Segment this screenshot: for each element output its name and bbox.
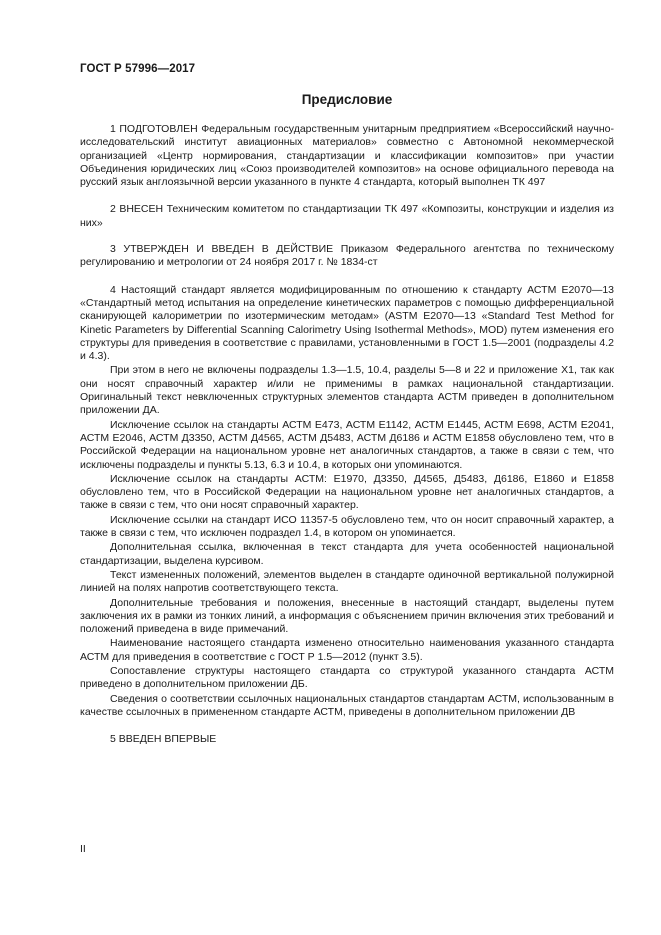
paragraph-excluded-refs-1: Исключение ссылок на стандарты АСТМ Е473, АСТМ Е1142, АСТМ Е1445, АСТМ Е698, АСТМ Е2041, АСТМ Е2046, АСТМ Д3350, АСТМ Д4565, АСТМ Д5483, АСТМ Д6186 и АСТМ Е1858 обусловлено тем, что в Российской Федерации на национальном уровне нет аналогичных стандартов, а также в связи с тем, что исключены подразделы и пункты 5.13, 6.3 и 10.4, в которых они упоминаются. — [80, 418, 614, 471]
paragraph-excluded-sections: При этом в него не включены подразделы 1.3—1.5, 10.4, разделы 5—8 и 22 и приложение X1, так как они носят справочный характер и/или не применимы в рамках национальной стандартизации. Оригинальный текст невключенных структурных элементов стандарта АСТМ приведен в дополнительном приложении ДА. — [80, 364, 614, 417]
paragraph-item-2: 2 ВНЕСЕН Техническим комитетом по стандартизации ТК 497 «Композиты, конструкции и изделия из них» — [80, 203, 614, 229]
paragraph-additional-requirements: Дополнительные требования и положения, внесенные в настоящий стандарт, выделены путем заключения их в рамки из тонких линий, а информация с объяснением причин включения этих требований и положений приведена в виде примечаний. — [80, 596, 614, 636]
paragraph-item-1: 1 ПОДГОТОВЛЕН Федеральным государственным унитарным предприятием «Всероссийский научно-исследовательский институт авиационных материалов» совместно с Автономной некоммерческой организацией «Центр нормирования, стандартизации и классификации композитов» при участии Объединения юридических лиц «Союз производителей композитов» на основе официального перевода на русский язык англоязычной версии указанного в пункте 4 стандарта, который выполнен ТК 497 — [80, 123, 614, 189]
paragraph-title-change: Наименование настоящего стандарта изменено относительно наименования указанного стандарта АСТМ для приведения в соответствие с ГОСТ Р 1.5—2012 (пункт 3.5). — [80, 637, 614, 663]
standard-code-header: ГОСТ Р 57996—2017 — [80, 63, 196, 75]
paragraph-additional-ref: Дополнительная ссылка, включенная в текст стандарта для учета особенностей национальной стандартизации, выделена курсивом. — [80, 541, 614, 567]
page-number: II — [80, 843, 86, 855]
paragraph-excluded-iso: Исключение ссылки на стандарт ИСО 11357-5 обусловлено тем, что он носит справочный характер, а также в связи с тем, что исключен подраздел 1.4, в котором он упоминается. — [80, 513, 614, 540]
paragraph-item-3: 3 УТВЕРЖДЕН И ВВЕДЕН В ДЕЙСТВИЕ Приказом Федерального агентства по техническому регулированию и метрологии от 24 ноября 2017 г. № 1834-ст — [80, 243, 614, 269]
paragraph-item-4: 4 Настоящий стандарт является модифицированным по отношению к стандарту АСТМ Е2070—13 «Стандартный метод испытания на определение кинетических параметров с помощью дифференциальной сканирующей калориметрии по изотермическим методам» (ASTM E2070—13 «Standard Test Method for Kinetic Parameters by Differential Scanning Calorimetry Using Isothermal Methods», MOD) путем изменения его структуры для приведения в соответствие с правилами, установленными в ГОСТ 1.5—2001 (подразделы 4.2 и 4.3). — [80, 283, 614, 363]
paragraph-reference-correspondence: Сведения о соответствии ссылочных национальных стандартов стандартам АСТМ, использованным в качестве ссылочных в примененном стандарте АСТМ, приведены в дополнительном приложении ДВ — [80, 692, 614, 718]
paragraph-structure-comparison: Сопоставление структуры настоящего стандарта со структурой указанного стандарта АСТМ приведено в дополнительном приложении ДБ. — [80, 664, 614, 691]
paragraph-item-5: 5 ВВЕДЕН ВПЕРВЫЕ — [110, 733, 217, 746]
preface-body — [80, 123, 614, 746]
paragraph-changed-text: Текст измененных положений, элементов выделен в стандарте одиночной вертикальной полужирной линией на полях напротив соответствующего текста. — [80, 568, 614, 595]
preface-title: Предисловие — [301, 92, 393, 107]
paragraph-excluded-refs-2: Исключение ссылок на стандарты АСТМ: Е1970, Д3350, Д4565, Д5483, Д6186, Е1860 и Е1858 обусловлено тем, что в Российской Федерации на национальном уровне нет аналогичных стандартов, а также в связи с тем, что они носят справочный характер. — [80, 472, 614, 512]
